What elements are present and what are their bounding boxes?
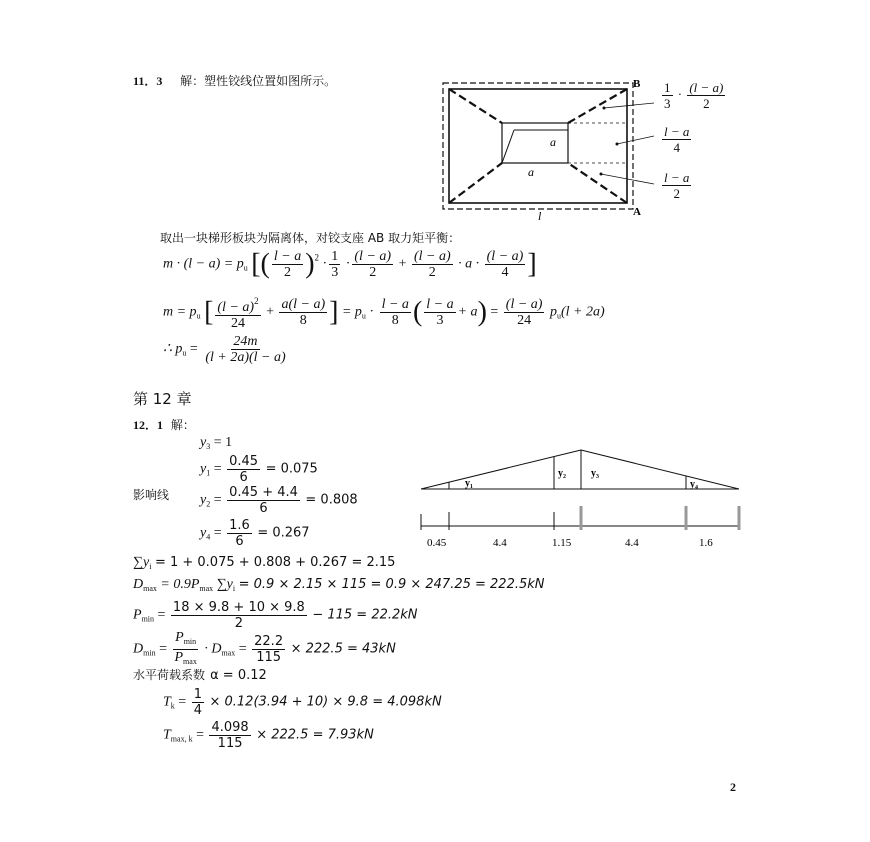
frac-num-sub: min: [183, 637, 197, 646]
pmin-rhs: − 115 = 22.2kN: [312, 607, 418, 623]
equation-2: $m = p_u$ [ $\frac{(l - a)^2}{24}$ + $\frac{a(l - a)}{8}$ ] = $p_u$ · $\frac{l - a}{8}$ ( $\frac{l - a}{3}$ + a) = $\frac{(l - a)}{24}$ $p_u(l + 2a)$: [163, 296, 605, 331]
dmax-lhs: D: [133, 577, 144, 592]
heading-text: 解：: [170, 418, 195, 432]
frac: [203, 334, 287, 365]
frac: [662, 124, 691, 155]
frac-den: 2: [673, 186, 680, 201]
frac-den: 4: [193, 703, 202, 718]
eq-tk: [163, 687, 442, 718]
frac: [272, 249, 303, 280]
frac-num: 1: [193, 687, 202, 702]
dmin-sub: min: [143, 648, 156, 658]
alpha-text: 水平荷载系数: [133, 668, 206, 682]
frac: [227, 518, 252, 549]
frac-den: 3: [664, 96, 671, 111]
frac-num: P: [175, 630, 184, 645]
eq2-dot: ·: [369, 304, 375, 320]
influence-line-label: 影响线: [133, 488, 170, 502]
dmin-eq2: =: [238, 641, 247, 657]
equation-3: [163, 334, 290, 365]
frac-num: 24m: [233, 334, 258, 349]
yield-line-bl: [449, 163, 502, 203]
fig-y2: y₂: [558, 468, 566, 479]
label-b: B: [633, 78, 641, 90]
frac-num: 0.45: [229, 454, 259, 469]
y1-sub: 1: [206, 468, 211, 478]
heading-11-3: [133, 72, 336, 89]
eq2-eq-p: = p: [341, 304, 362, 320]
tk-rhs: × 0.12(3.94 + 10) × 9.8 = 4.098kN: [209, 694, 442, 710]
pmin-sub: min: [141, 614, 155, 624]
frac-den: 115: [217, 736, 243, 751]
frac-num: 1: [664, 80, 671, 95]
tmax-eq: =: [196, 727, 204, 743]
dmin-mid: · D: [204, 641, 222, 657]
frac-den: 6: [239, 470, 248, 485]
column-square: [502, 123, 568, 163]
eq1-mid: · a ·: [458, 256, 480, 272]
frac-num: 22.2: [254, 634, 284, 649]
y4-sub: 4: [206, 532, 211, 542]
label-column-a-bottom: a: [528, 165, 534, 179]
eq-y1: $y_1$ = $\frac{0.45}{6}$ = 0.075: [200, 454, 318, 485]
y3-sub: 3: [206, 442, 211, 451]
y3-rhs: = 1: [213, 435, 233, 450]
heading-12-1: [133, 416, 195, 433]
eq2-sub-3: u: [556, 311, 561, 321]
frac-den: 24: [517, 313, 532, 328]
frac-den: 4: [673, 140, 680, 155]
y4-rhs: = 0.267: [257, 525, 310, 541]
dmax-y: y: [226, 577, 233, 592]
y2-rhs: = 0.808: [305, 492, 358, 508]
label-a: A: [633, 206, 641, 218]
left-slope: [421, 450, 581, 489]
tmax-rhs: × 222.5 = 7.93kN: [256, 727, 374, 743]
eq1-sq: 2: [314, 252, 320, 263]
frac: [329, 249, 340, 280]
frac-num: (l − a): [354, 249, 392, 264]
dim-d5: 1.6: [699, 537, 713, 549]
eq-y3: [200, 435, 232, 451]
frac-num: (l − a): [217, 300, 255, 315]
sum-sub: i: [149, 562, 152, 571]
eq3-eq: =: [189, 341, 198, 357]
frac-num: 18 × 9.8 + 10 × 9.8: [172, 600, 305, 615]
eq2-tail: (l + 2a): [560, 304, 605, 320]
page-number: 2: [730, 780, 736, 794]
slant-line: [502, 130, 514, 163]
eq-y2: $y_2$ = $\frac{0.45 + 4.4}{6}$ = 0.808: [200, 485, 358, 516]
dim-d3: 1.15: [552, 537, 572, 549]
yield-line-br: [568, 163, 627, 203]
eq-pmin: [133, 600, 418, 631]
frac-den: 4: [501, 265, 509, 280]
eq1-plus: +: [398, 256, 407, 272]
dim-d4: 4.4: [625, 537, 639, 549]
leader-1: [604, 103, 654, 108]
influence-line-figure: [415, 446, 750, 556]
dmin-eq: =: [159, 641, 167, 657]
frac-den: (l + 2a)(l − a): [205, 350, 286, 365]
frac-num: l − a: [664, 170, 690, 185]
frac: [252, 634, 285, 665]
dim-d1: 0.45: [427, 537, 447, 549]
dmax-sym: ∑: [216, 577, 227, 592]
eq2-lhs: m = p: [163, 304, 197, 320]
frac-den-sub: max: [183, 657, 197, 666]
y2-sub: 2: [206, 499, 211, 509]
dmax-rhs: = 0.9 × 2.15 × 115 = 0.9 × 247.25 = 222.5kN: [238, 577, 545, 592]
frac-den: 3: [436, 313, 444, 328]
frac: [215, 294, 260, 331]
frac-num: l − a: [664, 124, 690, 139]
leader-dot-2: [616, 143, 619, 146]
y2-lhs: y: [200, 492, 207, 508]
frac-den: 8: [299, 313, 307, 328]
frac-den: 8: [391, 313, 399, 328]
frac-den: 6: [259, 501, 268, 516]
eq3-lhs: ∴ p: [163, 341, 183, 357]
frac-num: (l − a): [413, 249, 451, 264]
frac-den: 115: [256, 650, 282, 665]
dim-d2: 4.4: [493, 537, 507, 549]
heading-text: 解：塑性铰线位置如图所示。: [180, 74, 337, 88]
leader-dot-1: [603, 107, 606, 110]
equation-1: $m \cdot (l - a) = p_u$ [( $\frac{l - a}{2}$ )$^2$ · $\frac{1}{3}$ · $\frac{(l - a)}{2}$ + $\frac{(l - a)}{2}$ · a · $\frac{(l - a)}{4}$ ]: [163, 248, 537, 280]
label-column-a: a: [550, 135, 556, 149]
frac-num: 4.098: [211, 720, 249, 735]
alpha-eq: α = 0.12: [210, 668, 267, 683]
frac: [192, 687, 204, 718]
eq2-plus-a: + a: [457, 304, 478, 320]
frac-num: a(l − a): [281, 297, 326, 312]
frac-num: (l − a): [689, 80, 724, 95]
frac: [209, 720, 250, 751]
dmax-sub3: i: [232, 584, 236, 593]
fig-frac-2: [660, 124, 693, 155]
fig-frac-3: [660, 170, 693, 201]
tmax-lhs: T: [163, 727, 171, 743]
right-slope: [581, 450, 739, 489]
frac: [227, 485, 300, 516]
dmax-sub2: max: [199, 584, 214, 593]
y3-lhs: y: [200, 435, 207, 450]
sum-sym: ∑: [133, 555, 143, 570]
leader-2: [617, 136, 654, 144]
frac-den: 2: [234, 616, 244, 631]
frac-num: l − a: [273, 249, 302, 264]
tk-eq: =: [178, 694, 187, 710]
frac-num: l − a: [426, 297, 454, 312]
heading-number: 11．3: [133, 74, 163, 88]
frac-den: 24: [230, 316, 245, 331]
frac: [662, 80, 673, 111]
tmax-sub: max, k: [170, 734, 193, 744]
yield-line-tl: [449, 89, 502, 123]
dmax-mid: = 0.9P: [160, 577, 200, 592]
frac: [352, 249, 393, 280]
dmin-midsub: max: [221, 648, 236, 658]
frac-den: 2: [428, 265, 436, 280]
yield-line-tr: [568, 89, 627, 123]
frac-num: 1: [331, 249, 339, 264]
tk-sub: k: [170, 701, 175, 711]
frac-den: 6: [235, 534, 244, 549]
tk-lhs: T: [163, 694, 171, 710]
frac-num: (l − a): [505, 297, 543, 312]
fig-frac-1: $\frac{1}{3}$ · $\frac{(l - a)}{2}$: [664, 80, 724, 111]
frac: [687, 80, 725, 111]
y1-rhs: = 0.075: [265, 461, 318, 477]
fig-y1: y₁: [465, 478, 473, 489]
frac: [279, 297, 327, 328]
sum-rhs: = 1 + 0.075 + 0.808 + 0.267 = 2.15: [154, 555, 396, 570]
eq-sum: [133, 555, 395, 571]
fig-y4: y₄: [690, 479, 698, 490]
eq2-pu: p: [549, 304, 557, 320]
y4-lhs: y: [200, 525, 207, 541]
eq2-plus: +: [266, 304, 274, 320]
frac: [380, 297, 411, 328]
eq2-sup: 2: [254, 296, 259, 306]
dmin-lhs: D: [133, 641, 144, 657]
dmax-sub: max: [143, 584, 157, 593]
eq2-sub: u: [196, 311, 201, 321]
pmin-eq: =: [157, 607, 166, 623]
eq-y4: $y_4$ = $\frac{1.6}{6}$ = 0.267: [200, 518, 310, 549]
frac: [227, 454, 260, 485]
frac: [485, 249, 526, 280]
frac: [662, 170, 691, 201]
frac-den: 2: [369, 265, 377, 280]
frac-den: 2: [703, 96, 710, 111]
frac-num: (l − a): [486, 249, 524, 264]
frac-den: 2: [284, 265, 292, 280]
pmin-lhs: P: [133, 607, 142, 623]
frac-num: l − a: [381, 297, 409, 312]
frac-num: 0.45 + 4.4: [229, 485, 298, 500]
heading-number: 12．1: [133, 418, 164, 432]
eq1-sub: u: [243, 263, 248, 273]
frac: [424, 297, 455, 328]
frac-num: 1.6: [229, 518, 250, 533]
eq3-sub: u: [182, 348, 187, 358]
alpha-line: [133, 664, 267, 683]
dmin-rhs: × 222.5 = 43kN: [290, 641, 396, 657]
frac: [504, 297, 545, 328]
frac-den: 3: [331, 265, 339, 280]
eq-tmax: [163, 720, 374, 751]
eq1-lhs: m · (l − a) = p: [163, 256, 244, 272]
frac-den: P: [174, 650, 184, 665]
eq2-sub-2: u: [361, 311, 366, 321]
y1-lhs: y: [200, 461, 207, 477]
sum-y: y: [142, 555, 150, 570]
frac: [171, 600, 307, 631]
description-text: 取出一块梯形板块为隔离体，对铰支座 AB 取力矩平衡：: [160, 231, 461, 245]
eq-dmax: [133, 577, 545, 593]
label-span-l: l: [538, 209, 542, 223]
eq2-eq: =: [490, 304, 499, 320]
chapter-title: 第 12 章: [133, 390, 192, 408]
frac: [412, 249, 453, 280]
fig-y3: y₃: [591, 468, 599, 479]
leader-dot-3: [600, 173, 603, 176]
